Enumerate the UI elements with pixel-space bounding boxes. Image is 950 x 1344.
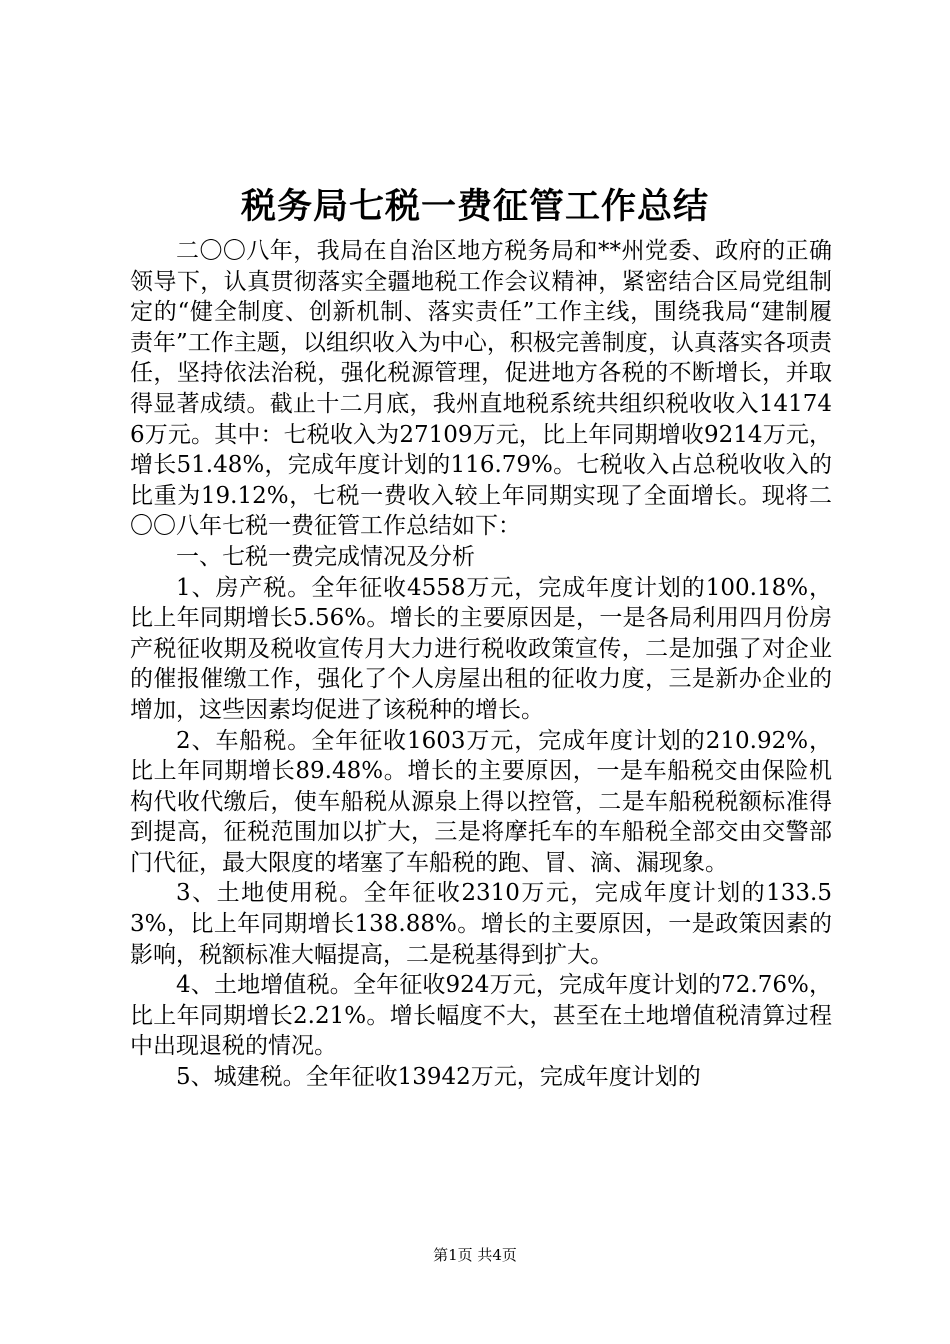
section-heading: 一、七税一费完成情况及分析 xyxy=(176,543,475,570)
item-paragraph-2: 2、车船税。全年征收1603万元，完成年度计划的210.92%，比上年同期增长89.48%。增长的主要原因，一是车船税交由保险机构代收代缴后，使车船税从源泉上得以控管，二是车船税税额标准得到提高，征税范围加以扩大，三是将摩托车的车船税全部交由交警部门代征，最大限度的堵塞了车船税的跑、冒、滴、漏现象。 xyxy=(130,727,832,876)
item-paragraph-5: 5、城建税。全年征收13942万元，完成年度计划的 xyxy=(176,1064,701,1091)
item-paragraph-1: 1、房产税。全年征收4558万元，完成年度计划的100.18%，比上年同期增长5.56%。增长的主要原因是，一是各局利用四月份房产税征收期及税收宣传月大力进行税收政策宣传，二是加强了对企业的催报催缴工作，强化了个人房屋出租的征收力度，三是新办企业的增加，这些因素均促进了该税种的增长。 xyxy=(130,574,832,723)
document-body xyxy=(130,236,832,1093)
page-footer: 第1页 共4页 xyxy=(433,1246,517,1264)
item-paragraph-3: 3、土地使用税。全年征收2310万元，完成年度计划的133.53%，比上年同期增长138.88%。增长的主要原因，一是政策因素的影响，税额标准大幅提高，二是税基得到扩大。 xyxy=(130,880,832,968)
document-title: 税务局七税一费征管工作总结 xyxy=(240,186,709,227)
intro-paragraph: 二〇〇八年，我局在自治区地方税务局和**州党委、政府的正确领导下，认真贯彻落实全疆地税工作会议精神，紧密结合区局党组制定的“健全制度、创新机制、落实责任”工作主线，围绕我局“建制履责年”工作主题，以组织收入为中心，积极完善制度，认真落实各项责任，坚持依法治税，强化税源管理，促进地方各税的不断增长，并取得显著成绩。截止十二月底，我州直地税系统共组织税收收入141746万元。其中：七税收入为27109万元，比上年同期增收9214万元，增长51.48%，完成年度计划的116.79%。七税收入占总税收收入的比重为19.12%，七税一费收入较上年同期实现了全面增长。现将二〇〇八年七税一费征管工作总结如下： xyxy=(130,238,832,540)
item-paragraph-4: 4、土地增值税。全年征收924万元，完成年度计划的72.76%，比上年同期增长2.21%。增长幅度不大，甚至在土地增值税清算过程中出现退税的情况。 xyxy=(130,972,832,1060)
